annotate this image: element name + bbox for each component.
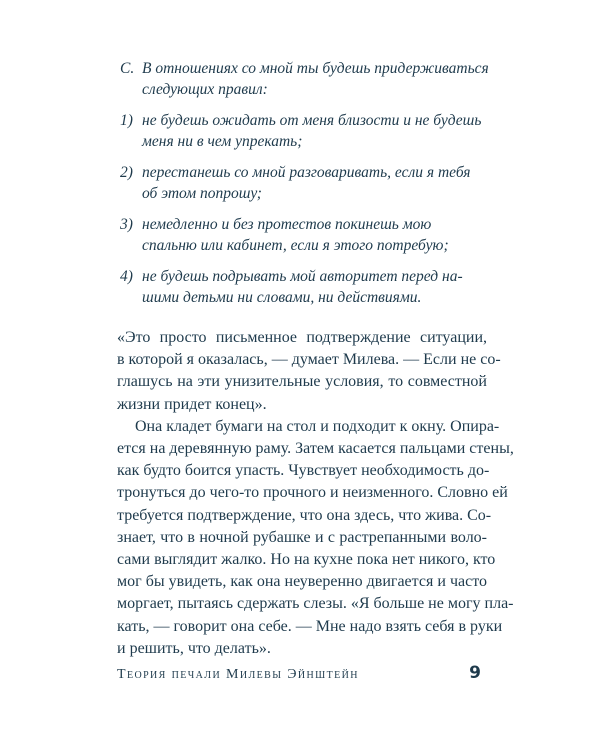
rule-item	[120, 266, 500, 308]
text-line: в которой я оказалась, — думает Милева. — Если не со-	[117, 351, 501, 369]
rule-number: 4)	[120, 268, 133, 285]
paragraph	[117, 327, 501, 416]
text-line: как будто боится упасть. Чувствует необходимость до-	[117, 462, 490, 480]
page-footer	[117, 663, 487, 683]
rule-line: об этом попрошу;	[142, 185, 262, 202]
section-label: C.	[120, 60, 135, 77]
text-line: ется на деревянную раму. Затем касается пальцами стены,	[117, 440, 514, 458]
rule-line: не будешь подрывать мой авторитет перед на-	[142, 268, 463, 285]
rule-line: не будешь ожидать от меня близости и не будешь	[142, 112, 482, 129]
text-line: и решить, что делать».	[117, 639, 271, 657]
page-number: 9	[469, 663, 481, 683]
rule-line: спальню или кабинет, если я этого потребую;	[142, 237, 449, 254]
heading-line: В отношениях со мной ты будешь придерживаться	[142, 60, 489, 77]
text-line: мог бы увидеть, как она неуверенно двигается и часто	[117, 573, 487, 591]
rule-line: перестанешь со мной разговаривать, если я тебя	[142, 164, 471, 181]
text-line: «Это просто письменное подтверждение ситуации,	[117, 329, 487, 346]
heading-line: следующих правил:	[142, 81, 268, 98]
text-line: Она кладет бумаги на стол и подходит к окну. Опира-	[135, 417, 500, 435]
text-line: тронуться до чего-то прочного и неизменного. Словно ей	[117, 484, 508, 502]
rule-number: 1)	[120, 112, 133, 129]
paragraph	[117, 416, 514, 660]
body-text	[117, 327, 514, 660]
rule-item	[120, 162, 500, 204]
text-line: моргает, пытаясь сдержать слезы. «Я больше не могу пла-	[117, 595, 514, 613]
text-line: жизни придет конец».	[117, 395, 267, 413]
letter-heading	[120, 58, 500, 100]
rule-number: 3)	[120, 216, 133, 233]
text-line: кать, — говорит она себе. — Мне надо взять себя в руки	[117, 617, 503, 635]
text-line: сами выглядит жалко. Но на кухне пока нет никого, кто	[117, 551, 496, 569]
letter-quote	[120, 58, 500, 308]
rule-line: шими детьми ни словами, ни действиями.	[142, 289, 422, 306]
rule-line: немедленно и без протестов покинешь мою	[142, 216, 432, 233]
running-title: Теория печали Милевы Эйнштейн	[117, 667, 359, 682]
text-line: требуется подтверждение, что она здесь, что жива. Со-	[117, 506, 492, 524]
rules-list	[120, 110, 500, 308]
rule-number: 2)	[120, 164, 133, 181]
rule-item	[120, 110, 500, 152]
rule-line: меня ни в чем упрекать;	[142, 133, 303, 150]
text-line: глашусь на эти унизительные условия, то совместной	[117, 373, 487, 391]
rule-item	[120, 214, 500, 256]
text-line: знает, что в ночной рубашке и с растрепанными воло-	[117, 528, 487, 546]
